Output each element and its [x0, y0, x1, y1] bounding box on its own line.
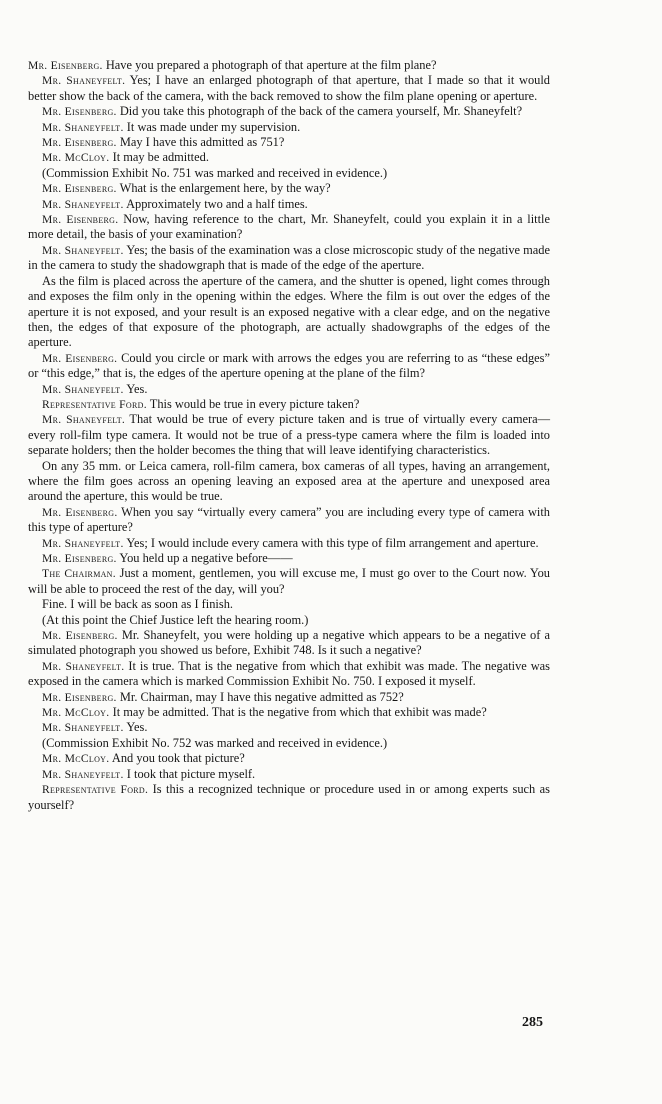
paragraph-text: And you took that picture? — [111, 751, 245, 766]
transcript-paragraph — [28, 751, 550, 766]
speaker-name: Mr. Shaneyfelt. — [42, 382, 124, 396]
transcript-paragraph — [28, 767, 550, 782]
transcript-paragraph — [28, 166, 550, 181]
paragraph-text: Now, having reference to the chart, Mr. Shaneyfelt, could you explain it in a little more detail, the basis of your examination? — [28, 212, 550, 242]
paragraph-text: May I have this admitted as 751? — [119, 135, 285, 150]
speaker-name: Mr. Eisenberg. — [42, 552, 117, 565]
paragraph-text: Could you circle or mark with arrows the edges you are referring to as “these edges” or “this edge,” that is, the edges of the aperture opening at the plane of the film? — [28, 350, 550, 381]
speaker-name: Mr. Eisenberg. — [42, 182, 117, 196]
transcript-paragraph — [28, 690, 550, 705]
paragraph-text: As the film is placed across the aperture of the camera, and the shutter is opened, light comes through and exposes the film only in the opening within the edges. Where the film is out over the edges of the aperture it is not exposed, and your result is an exposed negative with a clear edge, and on the negative then, the edges of that exposure of the photograph, are actually shadowgraphs of the edges of the aperture. — [28, 273, 550, 350]
paragraph-text: (At this point the Chief Justice left the hearing room.) — [42, 612, 309, 627]
transcript-paragraph — [28, 566, 550, 597]
speaker-name: Mr. Shaneyfelt. — [42, 721, 124, 735]
speaker-name: Mr. Eisenberg. — [42, 629, 118, 643]
transcript-paragraph — [28, 150, 550, 165]
paragraph-text: Yes. — [126, 381, 148, 396]
transcript-paragraph — [28, 243, 550, 274]
transcript-paragraph — [28, 135, 550, 150]
transcript-paragraph — [28, 736, 550, 751]
speaker-name: Mr. McCloy. — [42, 752, 110, 766]
transcript-paragraph — [28, 382, 550, 397]
paragraph-text: Mr. Shaneyfelt, you were holding up a negative which appears to be a negative of a simulated photograph you showed us before, Exhibit 748. Is it such a negative? — [28, 628, 550, 658]
speaker-name: Mr. Eisenberg. — [42, 105, 117, 119]
paragraph-text: What is the enlargement here, by the way? — [119, 181, 331, 196]
speaker-name: Mr. Shaneyfelt. — [42, 767, 124, 781]
paragraph-text: It may be admitted. That is the negative from which that exhibit was made? — [112, 705, 487, 720]
page-number: 285 — [522, 1015, 543, 1030]
paragraph-text: Did you take this photograph of the back of the camera yourself, Mr. Shaneyfelt? — [119, 104, 523, 119]
transcript-paragraph — [28, 397, 550, 412]
paragraph-text: Yes; I would include every camera with this type of film arrangement and aperture. — [126, 535, 539, 550]
transcript-paragraph — [28, 720, 550, 735]
speaker-name: Representative Ford. — [42, 783, 149, 797]
speaker-name: Mr. Eisenberg. — [42, 690, 117, 704]
transcript-paragraph — [28, 551, 550, 566]
transcript-paragraph — [28, 613, 550, 628]
speaker-name: Mr. Eisenberg. — [42, 136, 117, 150]
transcript-body — [28, 58, 550, 813]
paragraph-text: Yes; the basis of the examination was a close microscopic study of the negative made in the camera to study the shadowgraph that is made of the edge of the aperture. — [28, 242, 551, 273]
speaker-name: Mr. Shaneyfelt. — [42, 243, 124, 257]
paragraph-text: Fine. I will be back as soon as I finish. — [42, 597, 233, 612]
speaker-name: Mr. Shaneyfelt. — [42, 197, 124, 211]
paragraph-text: It is true. That is the negative from which that exhibit was made. The negative was exposed in the camera which is marked Commission Exhibit No. 750. I exposed it myself. — [28, 658, 550, 689]
transcript-paragraph — [28, 597, 550, 612]
speaker-name: Mr. Shaneyfelt. — [42, 659, 125, 673]
speaker-name: Mr. Eisenberg. — [42, 213, 119, 227]
transcript-paragraph — [28, 351, 550, 382]
transcript-paragraph — [28, 212, 550, 243]
paragraph-text: Just a moment, gentlemen, you will excuse me, I must go over to the Court now. You will be able to proceed the rest of the day, will you? — [28, 566, 550, 596]
transcript-paragraph — [28, 104, 550, 119]
paragraph-text: You held up a negative before—— — [119, 551, 293, 565]
paragraph-text: Have you prepared a photograph of that aperture at the film plane? — [105, 58, 437, 72]
paragraph-text: This would be true in every picture taken? — [149, 396, 360, 411]
paragraph-text: It was made under my supervision. — [126, 119, 301, 134]
paragraph-text: I took that picture myself. — [126, 766, 256, 781]
speaker-name: Mr. Eisenberg. — [28, 59, 103, 72]
speaker-name: Mr. McCloy. — [42, 706, 110, 720]
paragraph-text: Yes; I have an enlarged photograph of that aperture, that I made so that it would better show the back of the camera, with the back removed to show the film plane opening or aperture. — [28, 73, 550, 103]
speaker-name: Mr. McCloy. — [42, 151, 110, 165]
paragraph-text: Is this a recognized technique or procedure used in or among experts such as yourself? — [28, 782, 550, 812]
speaker-name: Representative Ford. — [42, 397, 147, 411]
paragraph-text: Yes. — [126, 720, 148, 735]
transcript-paragraph — [28, 459, 550, 505]
paragraph-text: That would be true of every picture taken and is true of virtually every camera—every roll-film type camera. It would not be true of a press-type camera where the film is loaded into separate holders; then the holder becomes the thing that will leave identifying characteristics. — [28, 412, 550, 458]
transcript-paragraph — [28, 628, 550, 659]
speaker-name: Mr. Shaneyfelt. — [42, 120, 124, 134]
transcript-paragraph — [28, 73, 550, 104]
speaker-name: Mr. Shaneyfelt. — [42, 413, 126, 427]
speaker-name: Mr. Eisenberg. — [42, 351, 118, 365]
transcript-paragraph — [28, 274, 550, 351]
transcript-paragraph — [28, 782, 550, 813]
paragraph-text: (Commission Exhibit No. 751 was marked and received in evidence.) — [42, 165, 388, 180]
transcript-paragraph — [28, 181, 550, 196]
paragraph-text: When you say “virtually every camera” you are including every type of camera with this type of aperture? — [28, 504, 550, 535]
transcript-paragraph — [28, 659, 550, 690]
transcript-paragraph — [28, 505, 550, 536]
speaker-name: Mr. Eisenberg. — [42, 505, 118, 519]
transcript-paragraph — [28, 536, 550, 551]
speaker-name: The Chairman. — [42, 567, 116, 581]
transcript-paragraph — [28, 197, 550, 212]
transcript-paragraph — [28, 58, 550, 73]
paragraph-text: Mr. Chairman, may I have this negative admitted as 752? — [119, 689, 404, 704]
paragraph-text: Approximately two and a half times. — [126, 196, 308, 211]
transcript-paragraph — [28, 412, 550, 458]
paragraph-text: On any 35 mm. or Leica camera, roll-film camera, box cameras of all types, having an arrangement, where the film goes across an opening leaving an exposed area at the aperture and unexposed area around the aperture, this would be true. — [28, 458, 550, 504]
transcript-paragraph — [28, 705, 550, 720]
paragraph-text: It may be admitted. — [112, 150, 209, 165]
speaker-name: Mr. Shaneyfelt. — [42, 536, 124, 550]
paragraph-text: (Commission Exhibit No. 752 was marked and received in evidence.) — [42, 735, 388, 750]
transcript-paragraph — [28, 120, 550, 135]
speaker-name: Mr. Shaneyfelt. — [42, 74, 126, 88]
